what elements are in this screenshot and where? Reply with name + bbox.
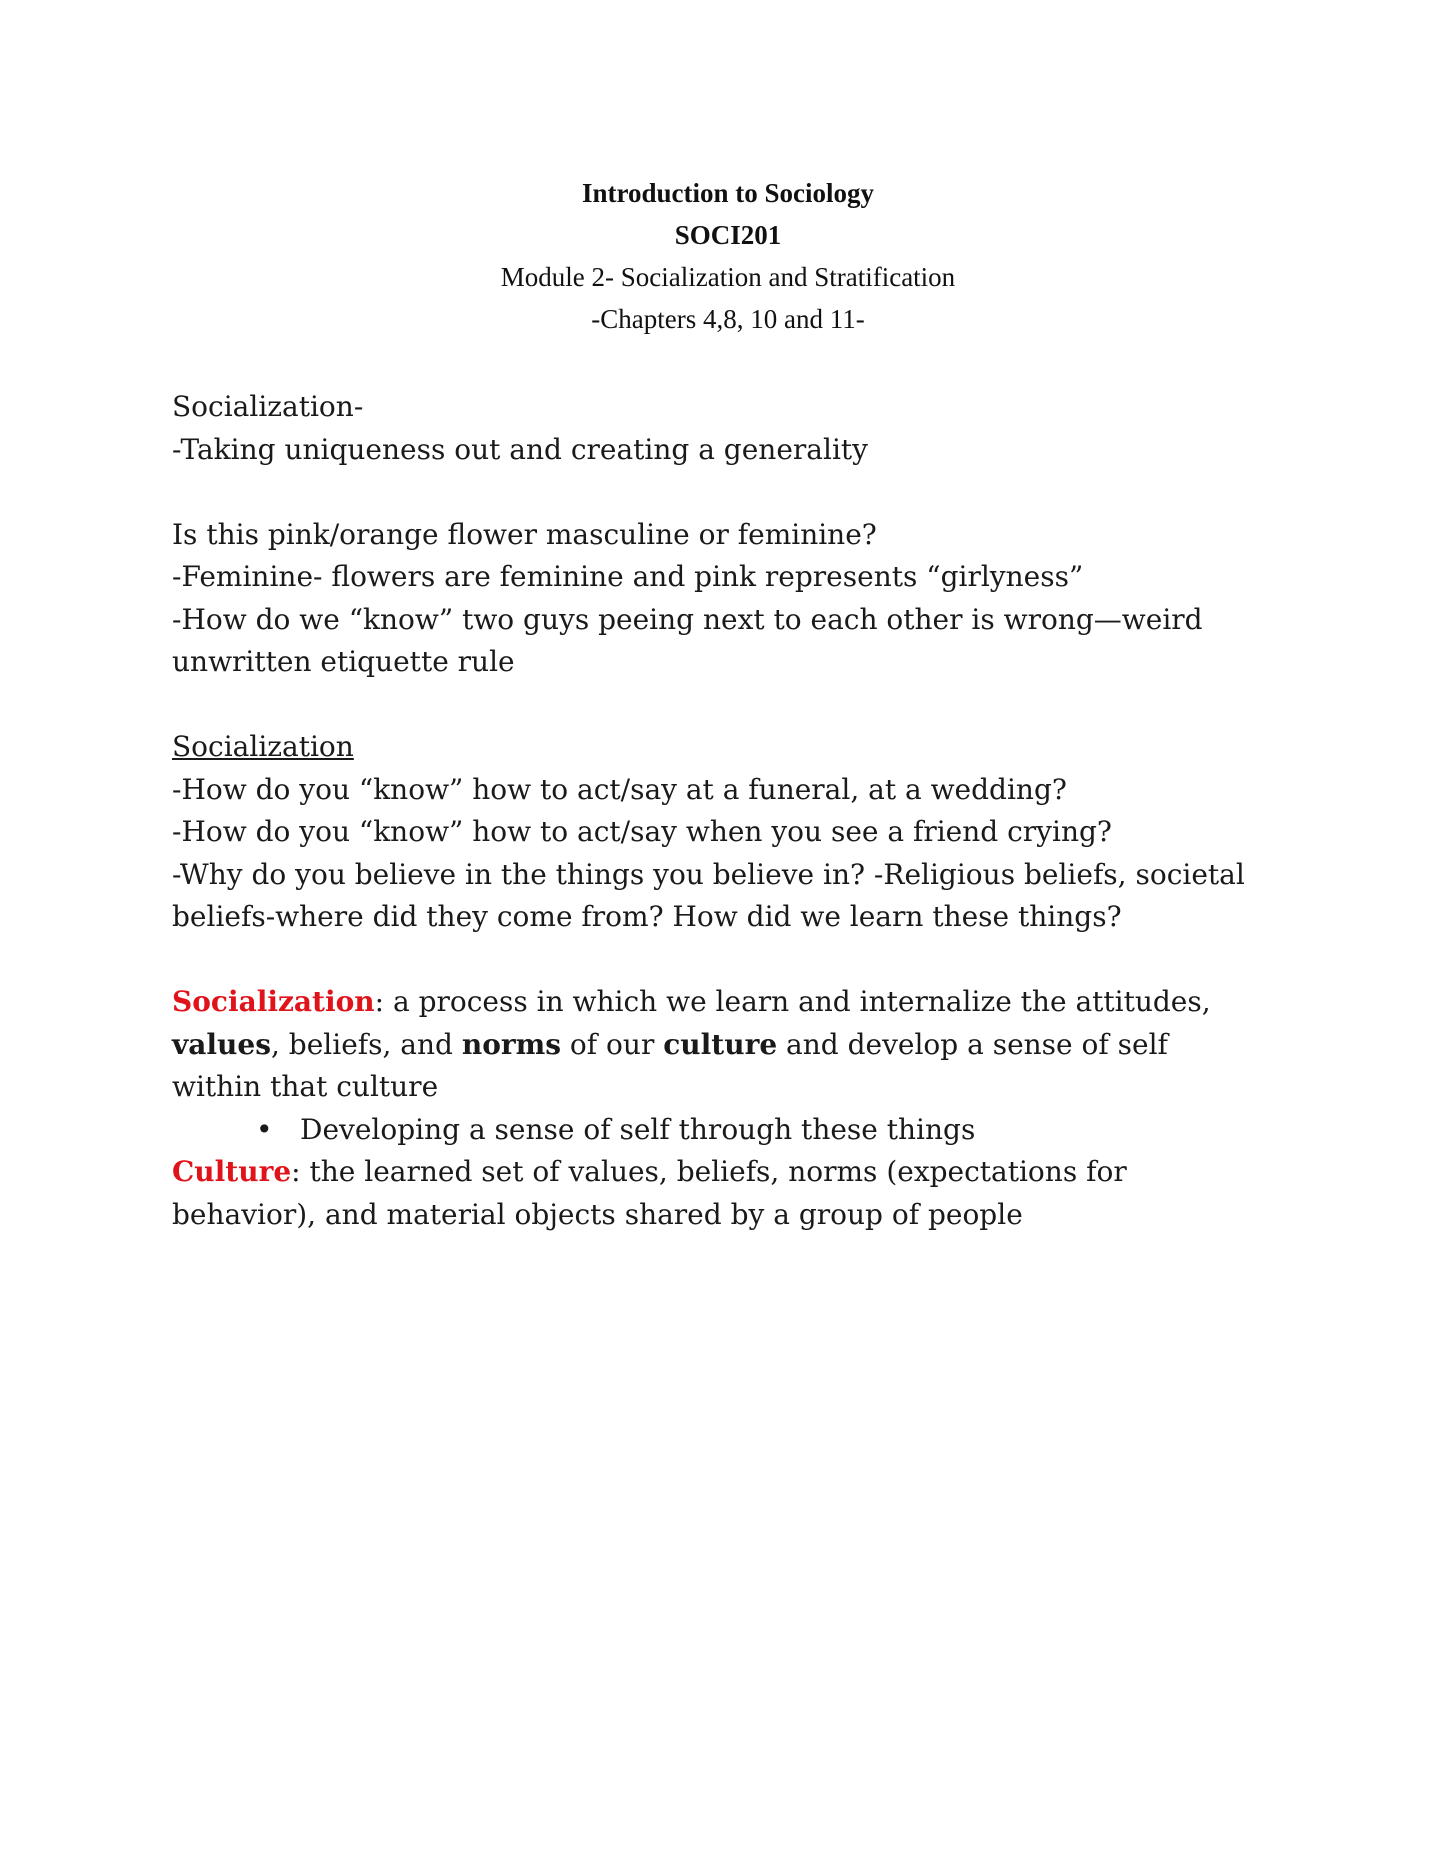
- section-heading-socialization: Socialization-: [172, 390, 364, 423]
- term-socialization: Socialization: [172, 985, 375, 1018]
- text-line: -How do you “know” how to act/say when you see a friend crying?: [172, 815, 1112, 848]
- paragraph-gap: [172, 471, 1312, 514]
- colon: :: [291, 1155, 301, 1188]
- paragraph-gap: [172, 684, 1312, 727]
- paragraph-gap: [172, 939, 1312, 982]
- definition-socialization-line2: [172, 1024, 1312, 1067]
- definition-socialization-line3: within that culture: [172, 1070, 439, 1103]
- course-code: SOCI201: [674, 220, 782, 250]
- text-line: -Taking uniqueness out and creating a generality: [172, 432, 868, 466]
- bullet-icon: •: [256, 1112, 273, 1146]
- definition-socialization: [172, 981, 1312, 1024]
- definition-text: a process in which we learn and internalize the attitudes,: [384, 985, 1211, 1018]
- definition-culture-line2: behavior), and material objects shared by a group of people: [172, 1197, 1023, 1231]
- text-line: beliefs-where did they come from? How did we learn these things?: [172, 900, 1122, 933]
- term-norms: norms: [461, 1027, 562, 1061]
- document-header: [0, 172, 1456, 340]
- definition-culture: [172, 1151, 1312, 1194]
- definition-text: and develop a sense of self: [777, 1027, 1168, 1061]
- definition-text: , beliefs, and: [270, 1027, 462, 1061]
- colon: :: [374, 985, 385, 1018]
- term-values: values: [172, 1027, 271, 1061]
- text-line: -How do you “know” how to act/say at a funeral, at a wedding?: [172, 772, 1067, 806]
- text-line: -Why do you believe in the things you believe in? -Religious beliefs, societal: [172, 857, 1245, 891]
- section-heading-underlined: Socialization: [172, 730, 354, 763]
- text-line: unwritten etiquette rule: [172, 645, 515, 678]
- bullet-item: [172, 1109, 1312, 1152]
- definition-text: of our: [561, 1027, 664, 1061]
- document-body: [172, 386, 1312, 1236]
- course-title: Introduction to Sociology: [581, 178, 875, 208]
- text-line: Is this pink/orange flower masculine or feminine?: [172, 517, 877, 551]
- text-line: -Feminine- flowers are feminine and pink represents “girlyness”: [172, 560, 1084, 593]
- module-title: Module 2- Socialization and Stratification: [500, 262, 956, 292]
- chapters-line: -Chapters 4,8, 10 and 11-: [591, 304, 865, 334]
- term-culture: Culture: [172, 1155, 292, 1188]
- term-culture-inline: culture: [663, 1027, 778, 1061]
- bullet-text: Developing a sense of self through these things: [300, 1112, 976, 1146]
- definition-text: the learned set of values, beliefs, norms (expectations for: [300, 1155, 1127, 1188]
- text-line: -How do we “know” two guys peeing next to each other is wrong—weird: [172, 602, 1203, 636]
